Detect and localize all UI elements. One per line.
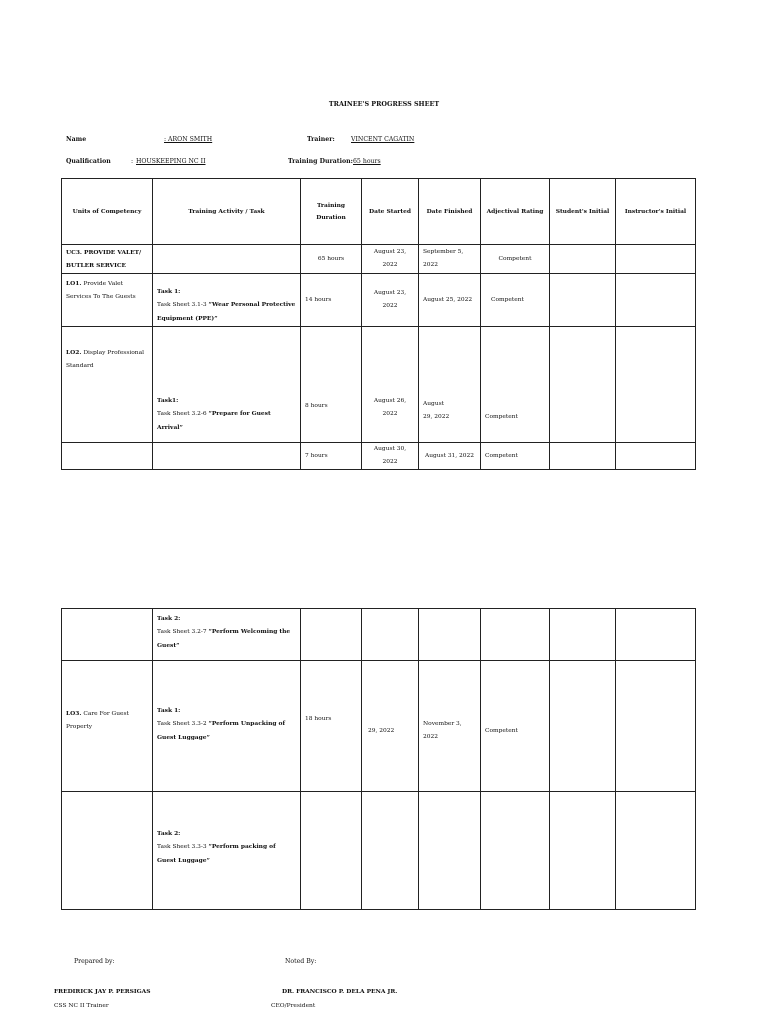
page-title: TRAINEE'S PROGRESS SHEET <box>328 100 440 108</box>
task2a-rating <box>481 609 550 661</box>
header-instructor: Instructor's Initial <box>616 179 696 245</box>
uc3-student <box>550 245 616 274</box>
name-label: Name <box>66 136 87 143</box>
header-units: Units of Competency <box>62 179 153 245</box>
header-row <box>62 179 696 245</box>
table-row <box>62 609 696 661</box>
lo2-rating: Competent <box>481 327 550 443</box>
row4-finished: August 31, 2022 <box>419 443 481 470</box>
name-value: : ARON SMITH <box>164 136 213 143</box>
lo1-unit <box>62 274 153 327</box>
prepared-by-name: FREDIRICK JAY P. PERSIGAS <box>54 988 151 995</box>
task2a-student <box>550 609 616 661</box>
task2b-task-label: Task 2: <box>157 830 181 837</box>
task2a-unit <box>62 609 153 661</box>
trainer-label: Trainer: <box>307 136 335 143</box>
lo2-task-label: Task1: <box>157 397 179 404</box>
uc3-instructor <box>616 245 696 274</box>
noted-by-label: Noted By: <box>285 958 317 965</box>
table-row <box>62 661 696 792</box>
row4-duration: 7 hours <box>301 443 362 470</box>
lo2-unit <box>62 327 153 443</box>
noted-by-role: CEO/President <box>271 1003 316 1009</box>
task2b-rating <box>481 792 550 910</box>
header-rating: Adjectival Rating <box>481 179 550 245</box>
task2b-student <box>550 792 616 910</box>
lo2-started: August 26, 2022 <box>362 327 419 443</box>
prepared-by-label: Prepared by: <box>74 958 115 965</box>
lo3-student <box>550 661 616 792</box>
lo1-text: Provide Valet Services To The Guests <box>66 281 136 300</box>
lo2-task-name: “Prepare for Guest Arrival” <box>157 410 271 431</box>
lo1-started: August 23, 2022 <box>362 274 419 327</box>
task2a-task-name: “Perform Welcoming the Guest” <box>157 628 291 649</box>
row4-rating: Competent <box>481 443 550 470</box>
row4-started: August 30, 2022 <box>362 443 419 470</box>
lo3-rating: Competent <box>481 661 550 792</box>
task2a-activity <box>153 609 301 661</box>
header-activity: Training Activity / Task <box>153 179 301 245</box>
lo1-activity <box>153 274 301 327</box>
task2a-task-prefix: Task Sheet 3.2-7 <box>157 629 207 635</box>
lo2-finished-line2: 29, 2022 <box>423 413 450 420</box>
task2b-activity <box>153 792 301 910</box>
qualification-label: Qualification <box>66 158 111 165</box>
table-row <box>62 327 696 443</box>
progress-table-2 <box>61 608 696 910</box>
task2a-started <box>362 609 419 661</box>
task2b-task-name: “Perform packing of Guest Luggage” <box>157 843 276 864</box>
header-duration: Training Duration <box>301 179 362 245</box>
task2b-instructor <box>616 792 696 910</box>
qualification-prefix: : <box>131 158 134 165</box>
lo2-student <box>550 327 616 443</box>
lo3-instructor <box>616 661 696 792</box>
task2b-started <box>362 792 419 910</box>
lo1-task-label: Task 1: <box>157 287 181 295</box>
lo1-instructor <box>616 274 696 327</box>
task2a-finished <box>419 609 481 661</box>
lo3-task-label: Task 1: <box>157 706 181 714</box>
lo2-finished-line1: August <box>423 400 445 407</box>
lo3-text: Care For Guest Property <box>66 710 129 730</box>
lo2-task-prefix: Task Sheet 3.2-6 <box>157 411 207 417</box>
row4-unit <box>62 443 153 470</box>
lo2-activity <box>153 327 301 443</box>
table-row <box>62 443 696 470</box>
row4-activity <box>153 443 301 470</box>
uc3-unit: UC3. PROVIDE VALET/ BUTLER SERVICE <box>62 245 153 274</box>
header-started: Date Started <box>362 179 419 245</box>
row4-instructor <box>616 443 696 470</box>
lo1-student <box>550 274 616 327</box>
qualification-value: HOUSKEEPING NC II <box>136 158 206 165</box>
task2a-task-label: Task 2: <box>157 615 181 622</box>
prepared-by-role: CSS NC II Trainer <box>54 1003 109 1009</box>
lo3-finished: November 3, 2022 <box>419 661 481 792</box>
lo2-duration: 8 hours <box>301 327 362 443</box>
lo1-task-prefix: Task Sheet 3.1-3 <box>157 301 207 308</box>
row4-student <box>550 443 616 470</box>
lo3-started: 29, 2022 <box>362 661 419 792</box>
lo3-activity <box>153 661 301 792</box>
table-row <box>62 792 696 910</box>
lo3-unit <box>62 661 153 792</box>
lo1-rating: Competent <box>481 274 550 327</box>
lo1-task-name: “Wear Personal Protective Equipment (PPE)” <box>157 300 296 322</box>
task2a-instructor <box>616 609 696 661</box>
uc3-rating: Competent <box>481 245 550 274</box>
header-finished: Date Finished <box>419 179 481 245</box>
trainer-value: VINCENT CAGATIN <box>351 136 415 143</box>
lo2-instructor <box>616 327 696 443</box>
header-student: Student's Initial <box>550 179 616 245</box>
lo3-task-prefix: Task Sheet 3.3-2 <box>157 720 207 727</box>
task2a-duration <box>301 609 362 661</box>
lo3-code: LO3. <box>66 709 82 717</box>
table-row <box>62 274 696 327</box>
uc3-started: August 23, 2022 <box>362 245 419 274</box>
lo2-finished <box>419 327 481 443</box>
uc3-finished: September 5, 2022 <box>419 245 481 274</box>
lo2-code: LO2. <box>66 349 82 356</box>
task2b-task-prefix: Task Sheet 3.3-3 <box>157 844 207 850</box>
duration-label: Training Duration: <box>288 158 353 165</box>
lo3-duration: 18 hours <box>301 661 362 792</box>
lo3-task-name: “Perform Unpacking of Guest Luggage” <box>157 719 286 741</box>
task2b-duration <box>301 792 362 910</box>
lo1-duration: 14 hours <box>301 274 362 327</box>
table-row <box>62 245 696 274</box>
lo2-text: Display Professional Standard <box>66 350 144 369</box>
task2b-finished <box>419 792 481 910</box>
progress-table-1 <box>61 178 696 470</box>
lo1-code: LO1. <box>66 280 82 287</box>
noted-by-name: DR. FRANCISCO P. DELA PENA JR. <box>282 988 398 995</box>
uc3-activity <box>153 245 301 274</box>
lo1-finished: August 25, 2022 <box>419 274 481 327</box>
duration-value: 65 hours <box>353 158 381 165</box>
uc3-duration: 65 hours <box>301 245 362 274</box>
task2b-unit <box>62 792 153 910</box>
